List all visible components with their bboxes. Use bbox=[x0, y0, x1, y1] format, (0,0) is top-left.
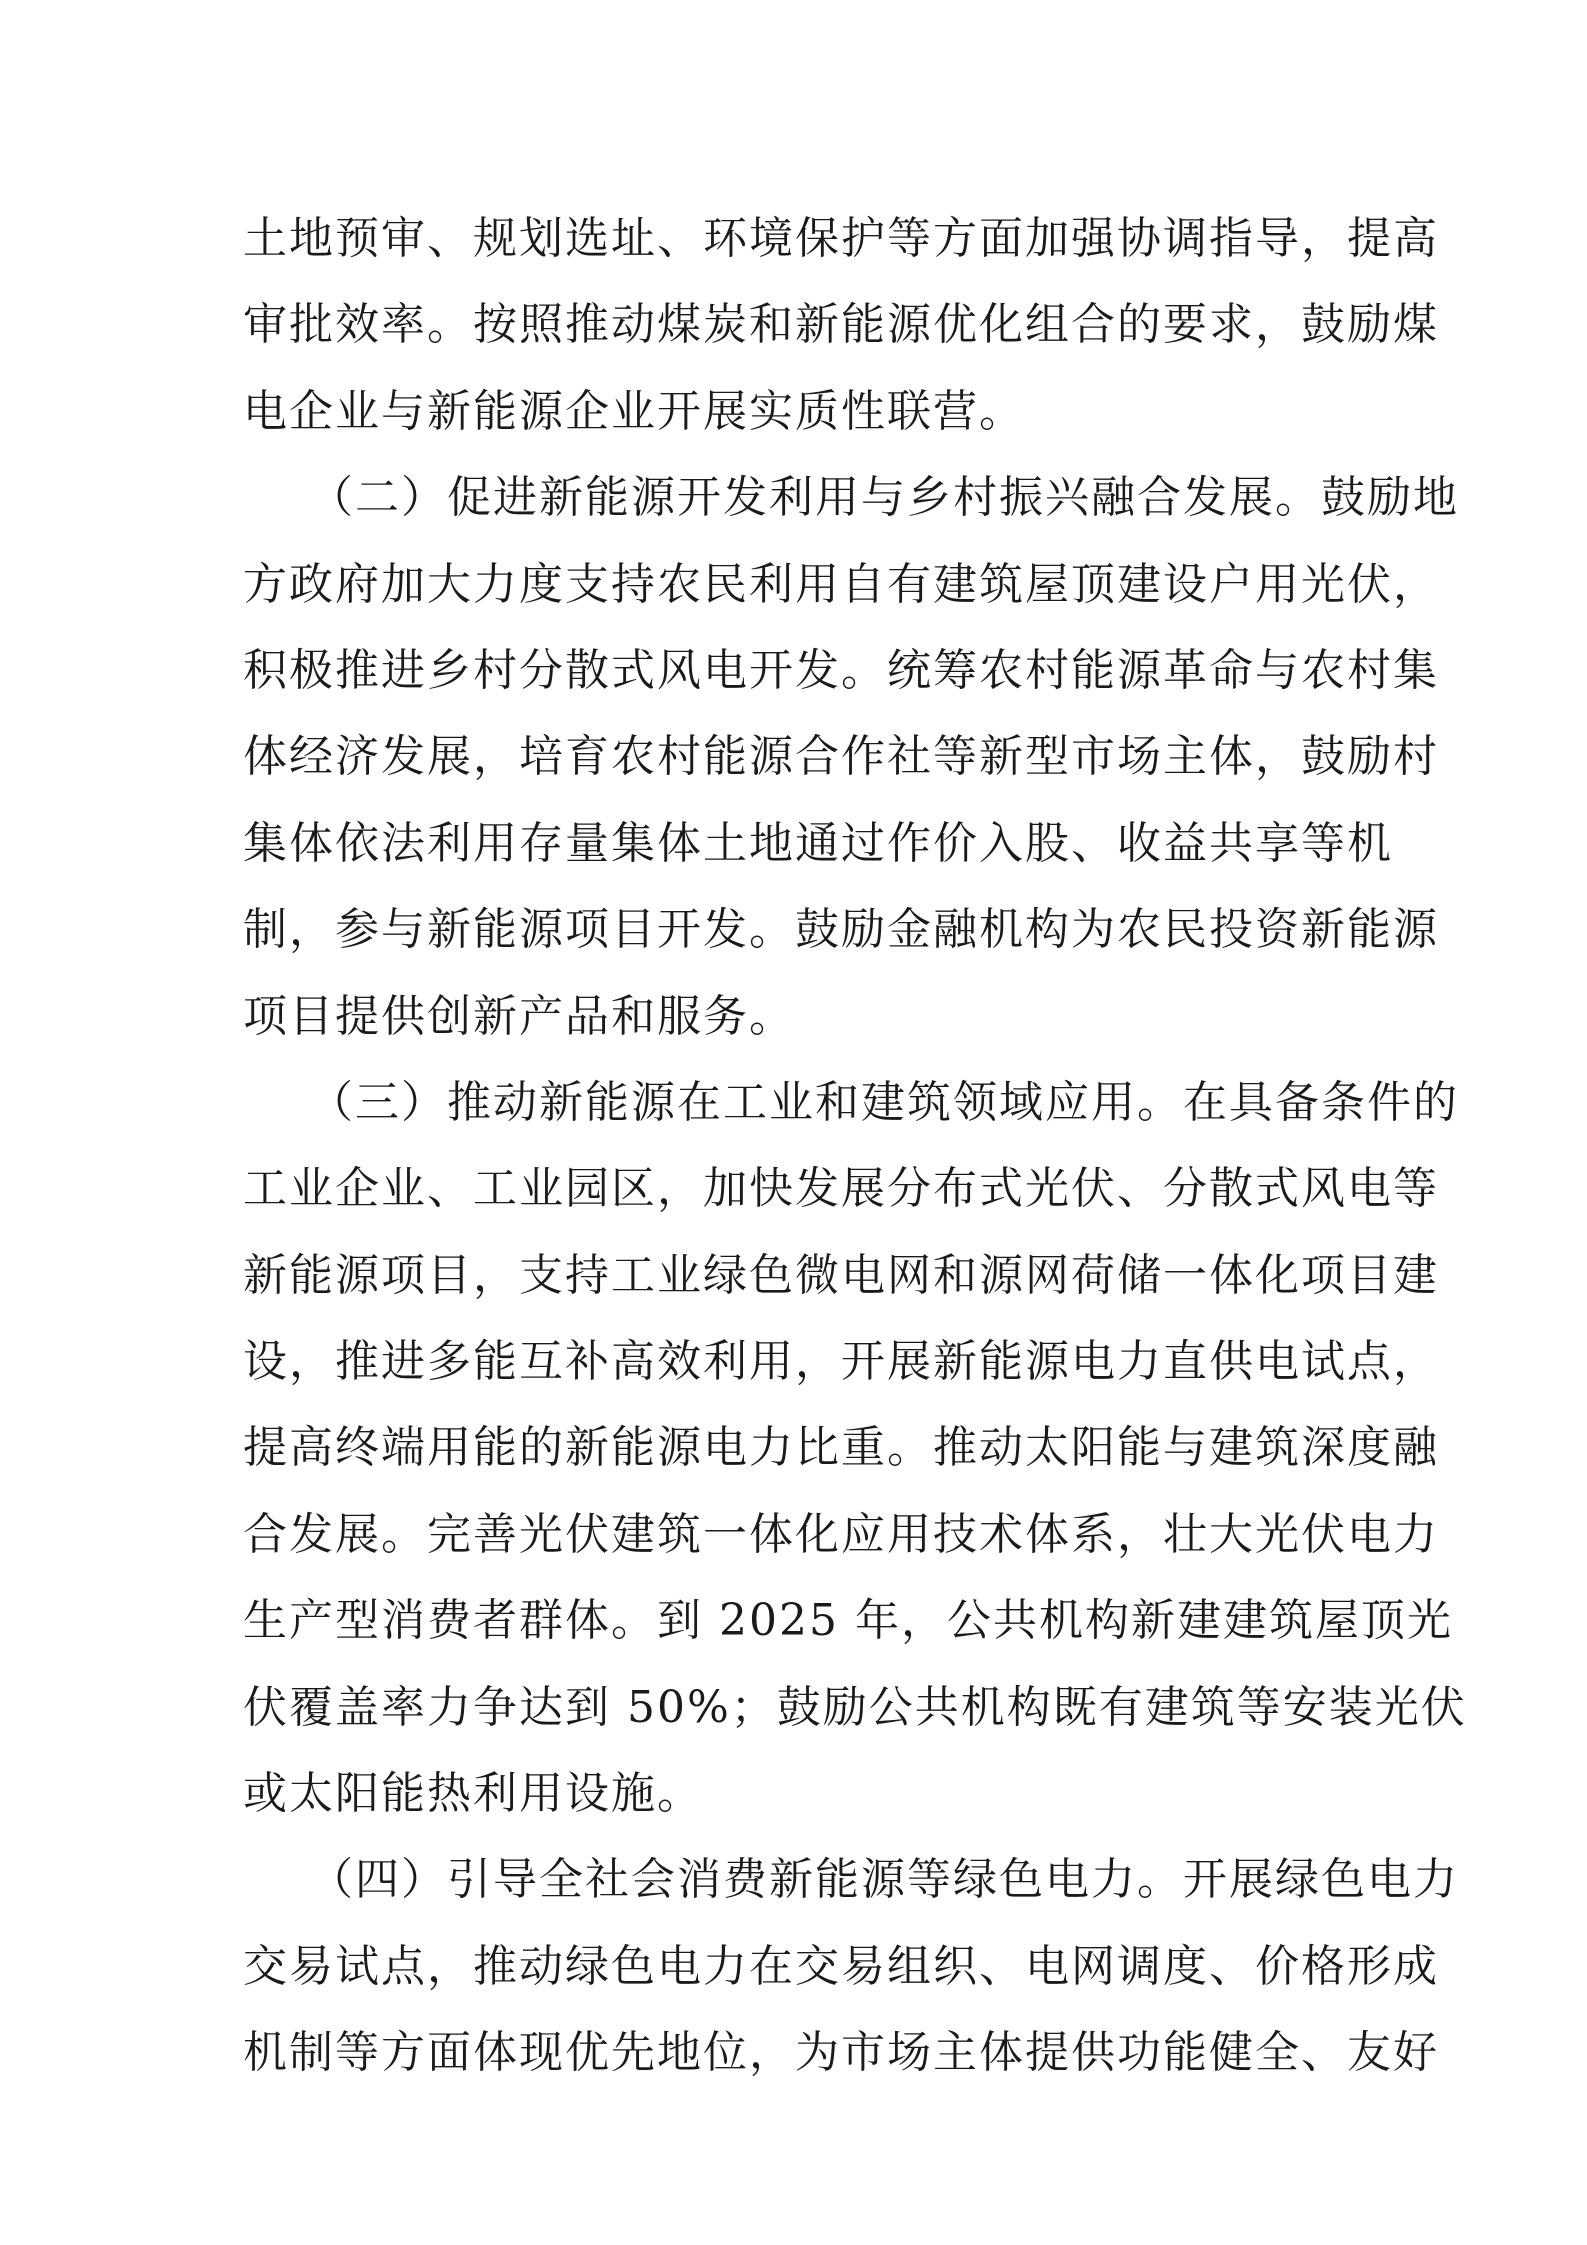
text-line: 审批效率。按照推动煤炭和新能源优化组合的要求，鼓励煤 bbox=[243, 299, 1439, 351]
text-line: 电企业与新能源企业开展实质性联营。 bbox=[243, 385, 1025, 437]
text-line: 方政府加大力度支持农民利用自有建筑屋顶建设户用光伏， bbox=[243, 558, 1439, 610]
text-line: 体经济发展，培育农村能源合作社等新型市场主体，鼓励村 bbox=[243, 731, 1439, 783]
text-line: （四）引导全社会消费新能源等绿色电力。开展绿色电力 bbox=[309, 1854, 1459, 1906]
text-line: 合发展。完善光伏建筑一体化应用技术体系，壮大光伏电力 bbox=[243, 1508, 1439, 1560]
text-line: 设，推进多能互补高效利用，开展新能源电力直供电试点， bbox=[243, 1336, 1439, 1388]
text-line: 项目提供创新产品和服务。 bbox=[243, 990, 795, 1042]
text-line: 或太阳能热利用设施。 bbox=[243, 1768, 703, 1820]
text-line: 土地预审、规划选址、环境保护等方面加强协调指导，提高 bbox=[243, 213, 1439, 264]
text-line: 提高终端用能的新能源电力比重。推动太阳能与建筑深度融 bbox=[243, 1422, 1439, 1474]
text-line: （二）促进新能源开发利用与乡村振兴融合发展。鼓励地 bbox=[309, 472, 1459, 524]
text-line: 伏覆盖率力争达到 50%；鼓励公共机构既有建筑等安装光伏 bbox=[243, 1681, 1467, 1733]
text-line: 积极推进乡村分散式风电开发。统筹农村能源革命与农村集 bbox=[243, 644, 1439, 696]
text-line: 机制等方面体现优先地位，为市场主体提供功能健全、友好 bbox=[243, 2027, 1439, 2079]
text-line: 生产型消费者群体。到 2025 年，公共机构新建建筑屋顶光 bbox=[243, 1595, 1453, 1647]
text-line: 交易试点，推动绿色电力在交易组织、电网调度、价格形成 bbox=[243, 1940, 1439, 1992]
text-line: 制，参与新能源项目开发。鼓励金融机构为农民投资新能源 bbox=[243, 904, 1439, 956]
text-line: （三）推动新能源在工业和建筑领域应用。在具备条件的 bbox=[309, 1076, 1459, 1128]
body-text bbox=[243, 196, 1467, 2097]
text-line: 新能源项目，支持工业绿色微电网和源网荷储一体化项目建 bbox=[243, 1249, 1439, 1301]
text-line: 工业企业、工业园区，加快发展分布式光伏、分散式风电等 bbox=[243, 1163, 1439, 1215]
text-line: 集体依法利用存量集体土地通过作价入股、收益共享等机 bbox=[243, 817, 1393, 869]
